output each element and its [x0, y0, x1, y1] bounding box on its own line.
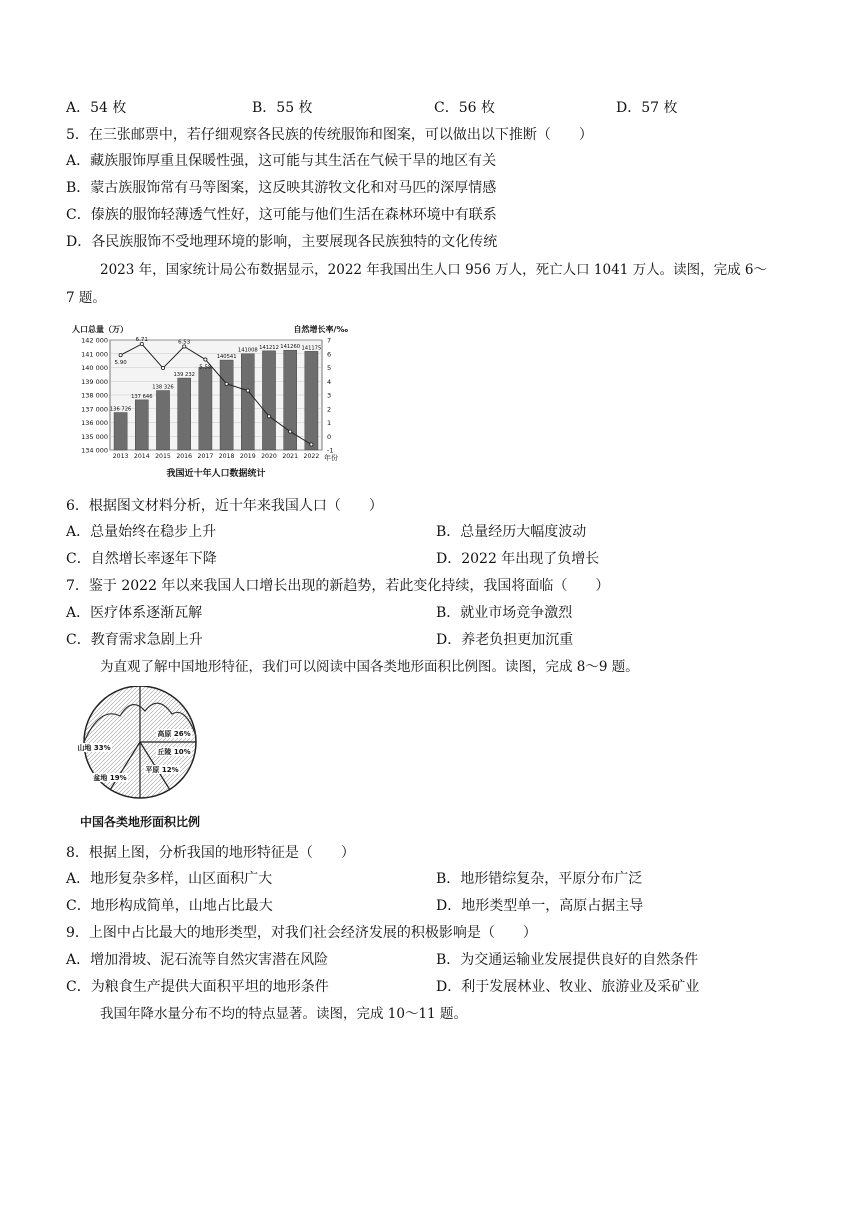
- q8-option-a: A．地形复杂多样，山区面积广大: [66, 871, 273, 887]
- q9-option-b: B．为交通运输业发展提供良好的自然条件: [436, 952, 699, 968]
- y-tick-right: 0: [327, 432, 332, 441]
- y-tick-right: 1: [327, 419, 332, 427]
- growth-rate-point: [246, 389, 249, 392]
- x-tick: 2014: [133, 453, 150, 460]
- y-tick-right: 6: [327, 350, 332, 359]
- q5-option-d: D．各民族服饰不受地理环境的影响，主要展现各民族独特的文化传统: [66, 234, 498, 250]
- x-axis-label: 年份: [324, 454, 338, 462]
- q8-option-c: C．地形构成简单，山地占比最大: [66, 898, 273, 914]
- q8-option-d: D．地形类型单一，高原占据主导: [436, 898, 644, 914]
- y-tick-right: -1: [327, 446, 334, 455]
- q5-option-a: A．藏族服饰厚重且保暖性强，这可能与其生活在气候干旱的地区有关: [66, 153, 497, 169]
- bar-value-label: 141008: [237, 347, 258, 354]
- intro-6-7-line2: 7 题。: [66, 290, 106, 306]
- bar: [135, 400, 148, 450]
- intro-6-7-line1: 2023 年，国家统计局公布数据显示，2022 年我国出生人口 956 万人，死亡人口 1041 万人。读图，完成 6～: [100, 262, 767, 278]
- y-tick-left: 134 000: [81, 446, 108, 455]
- y-tick-left: 138 000: [81, 391, 108, 400]
- bar: [262, 351, 275, 450]
- bar-value-label: 138 326: [152, 384, 174, 391]
- q4-option-d: D．57 枚: [616, 100, 678, 116]
- x-tick: 2021: [282, 453, 299, 460]
- q6-option-c: C．自然增长率逐年下降: [66, 551, 217, 567]
- q4-option-c: C．56 枚: [434, 100, 495, 116]
- y-tick-right: 4: [327, 377, 332, 386]
- bar-value-label: 137 646: [131, 393, 153, 400]
- growth-rate-label: 6.71: [135, 336, 148, 343]
- growth-rate-label: 6.53: [178, 339, 191, 346]
- pie-slice-label-26: 高原 26%: [157, 730, 191, 738]
- q4-option-a: A．54 枚: [66, 100, 127, 116]
- q9-option-a: A．增加滑坡、泥石流等自然灾害潜在风险: [66, 952, 329, 968]
- bar-value-label: 136 726: [109, 406, 132, 413]
- x-tick: 2016: [176, 453, 193, 460]
- intro-8-9: 为直观了解中国地形特征，我们可以阅读中国各类地形面积比例图。读图，完成 8～9 题。: [100, 659, 639, 675]
- bar: [178, 378, 191, 450]
- x-tick: 2015: [155, 453, 171, 460]
- growth-rate-label: 5.58: [199, 364, 212, 371]
- q9-option-d: D．利于发展林业、牧业、旅游业及采矿业: [436, 979, 700, 995]
- y-tick-left: 142 000: [81, 336, 108, 345]
- x-tick: 2017: [197, 453, 214, 460]
- y-tick-left: 139 000: [81, 377, 108, 386]
- population-chart-svg: [70, 322, 350, 482]
- bar-value-label: 141212: [259, 344, 279, 351]
- terrain-pie-figure: [70, 686, 250, 836]
- q7-option-c: C．教育需求急剧上升: [66, 632, 203, 648]
- pie-slice-label-10: 丘陵 10%: [157, 748, 191, 756]
- x-tick: 2022: [303, 453, 320, 460]
- growth-rate-point: [310, 443, 313, 446]
- x-tick: 2020: [261, 453, 277, 460]
- population-chart: [70, 322, 350, 482]
- q7-option-d: D．养老负担更加沉重: [436, 632, 574, 648]
- x-tick: 2018: [218, 453, 235, 460]
- q9-stem: 9．上图中占比最大的地形类型，对我们社会经济发展的积极影响是（ ）: [66, 925, 537, 941]
- q7-stem: 7．鉴于 2022 年以来我国人口增长出现的新趋势，若此变化持续，我国将面临（ ）: [66, 578, 610, 594]
- x-tick: 2013: [112, 453, 129, 460]
- y-axis-left-label: 人口总量（万）: [72, 325, 128, 334]
- y-tick-right: 5: [327, 364, 332, 372]
- bar: [241, 354, 254, 450]
- bar-value-label: 140541: [216, 354, 237, 361]
- chart-title: 我国近十年人口数据统计: [166, 469, 266, 479]
- q8-stem: 8．根据上图，分析我国的地形特征是（ ）: [66, 845, 355, 861]
- q9-option-c: C．为粮食生产提供大面积平坦的地形条件: [66, 979, 329, 995]
- x-tick: 2019: [239, 453, 256, 460]
- y-tick-right: 7: [327, 336, 332, 345]
- growth-rate-label: 5.90: [114, 360, 127, 367]
- y-tick-left: 140 000: [81, 364, 108, 372]
- bar: [199, 364, 212, 450]
- y-axis-right-label: 自然增长率/‰: [293, 325, 348, 334]
- q7-option-a: A．医疗体系逐渐瓦解: [66, 605, 203, 621]
- growth-rate-point: [225, 382, 228, 385]
- growth-rate-point: [204, 358, 207, 361]
- y-tick-left: 136 000: [81, 419, 108, 427]
- q6-option-a: A．总量始终在稳步上升: [66, 524, 217, 540]
- bar: [156, 391, 169, 450]
- pie-slice-label-33: 山地 33%: [77, 744, 111, 752]
- bar: [114, 413, 127, 450]
- growth-rate-point: [289, 430, 292, 433]
- y-tick-left: 141 000: [81, 350, 108, 359]
- q6-option-d: D．2022 年出现了负增长: [436, 551, 600, 567]
- q8-option-b: B．地形错综复杂，平原分布广泛: [436, 871, 643, 887]
- terrain-pie-svg: [70, 686, 250, 836]
- q4-options: [66, 98, 786, 118]
- pie-caption: 中国各类地形面积比例: [80, 815, 201, 829]
- bar: [220, 360, 233, 450]
- y-tick-left: 137 000: [81, 405, 108, 414]
- pie-slice-label-19: 盆地 19%: [93, 774, 127, 782]
- q6-stem: 6．根据图文材料分析，近十年来我国人口（ ）: [66, 498, 383, 514]
- pie-slice-label-12: 平原 12%: [145, 766, 179, 774]
- q4-option-b: B．55 枚: [252, 100, 313, 116]
- q5-option-b: B．蒙古族服饰常有马等图案，这反映其游牧文化和对马匹的深厚情感: [66, 180, 497, 196]
- y-tick-right: 3: [327, 391, 332, 400]
- q6-option-b: B．总量经历大幅度波动: [436, 524, 587, 540]
- bar-value-label: 141260: [280, 344, 301, 351]
- bar-value-label: 139 232: [173, 372, 195, 379]
- q5-stem: 5．在三张邮票中，若仔细观察各民族的传统服饰和图案，可以做出以下推断（ ）: [66, 127, 593, 143]
- y-tick-left: 135 000: [81, 432, 108, 441]
- intro-10-11: 我国年降水量分布不均的特点显著。读图，完成 10～11 题。: [100, 1006, 467, 1022]
- bar-value-label: 141175: [301, 345, 322, 352]
- bar: [305, 351, 318, 450]
- bar: [284, 350, 297, 450]
- growth-rate-point: [267, 415, 270, 418]
- growth-rate-point: [161, 366, 164, 369]
- q5-option-c: C．傣族的服饰轻薄透气性好，这可能与他们生活在森林环境中有联系: [66, 207, 497, 223]
- q7-option-b: B．就业市场竞争激烈: [436, 605, 573, 621]
- y-tick-right: 2: [327, 405, 332, 414]
- growth-rate-point: [119, 354, 122, 357]
